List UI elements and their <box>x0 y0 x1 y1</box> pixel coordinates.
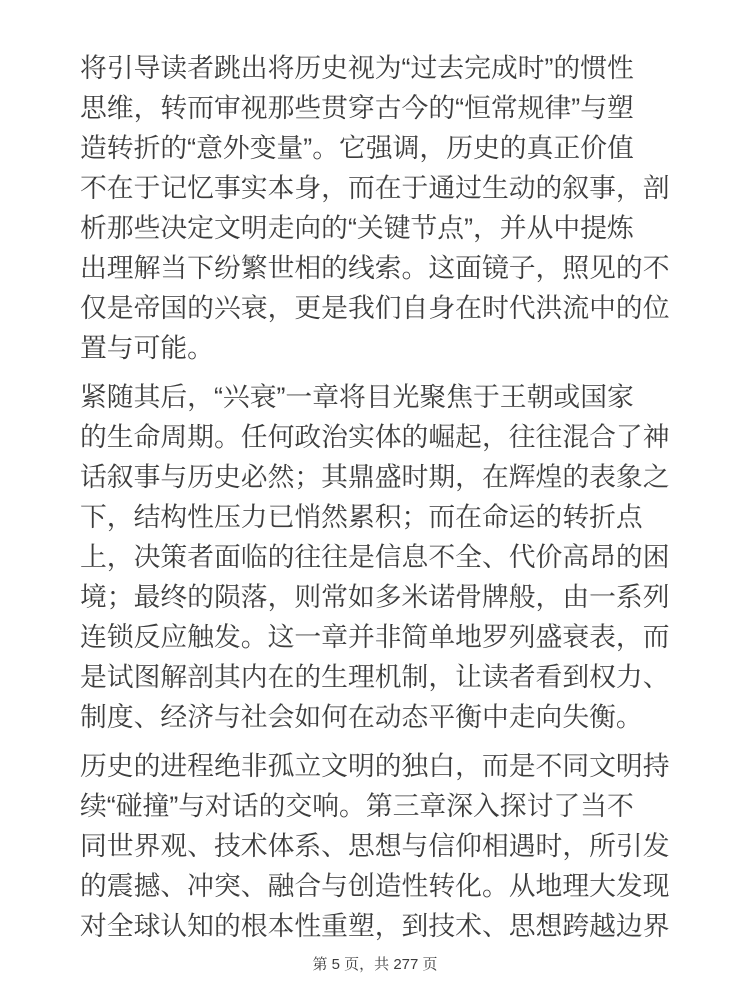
text-line: 是试图解剖其内在的生理机制，让读者看到权力、 <box>80 662 670 692</box>
text-line: 将引导读者跳出将历史视为“过去完成时”的惯性 <box>80 53 634 83</box>
page-footer <box>0 955 750 975</box>
paragraph <box>80 746 750 946</box>
text-line: 连锁反应触发。这一章并非简单地罗列盛衰表，而 <box>80 622 670 652</box>
text-line: 仅是帝国的兴衰，更是我们自身在时代洪流中的位 <box>80 293 670 323</box>
text-line: 的生命周期。任何政治实体的崛起，往往混合了神 <box>80 422 670 452</box>
text-line: 历史的进程绝非孤立文明的独白，而是不同文明持 <box>80 751 670 781</box>
text-line: 对全球认知的根本性重塑，到技术、思想跨越边界 <box>80 911 670 941</box>
text-line: 不在于记忆事实本身，而在于通过生动的叙事，剖 <box>80 173 670 203</box>
paragraph <box>80 377 750 737</box>
text-line: 析那些决定文明走向的“关键节点”，并从中提炼 <box>80 213 634 243</box>
text-line: 同世界观、技术体系、思想与信仰相遇时，所引发 <box>80 831 670 861</box>
text-line: 出理解当下纷繁世相的线索。这面镜子，照见的不 <box>80 253 670 283</box>
text-line: 造转折的“意外变量”。它强调，历史的真正价值 <box>80 133 634 163</box>
text-line: 置与可能。 <box>80 333 214 363</box>
text-line: 上，决策者面临的往往是信息不全、代价高昂的困 <box>80 542 670 572</box>
text-line: 思维，转而审视那些贯穿古今的“恒常规律”与塑 <box>80 93 634 123</box>
page-number-indicator: 第 5 页，共 277 页 <box>312 956 438 973</box>
paragraph <box>80 48 750 368</box>
text-line: 的震撼、冲突、融合与创造性转化。从地理大发现 <box>80 871 670 901</box>
text-line: 制度、经济与社会如何在动态平衡中走向失衡。 <box>80 702 643 732</box>
text-line: 境；最终的陨落，则常如多米诺骨牌般，由一系列 <box>80 582 670 612</box>
text-line: 紧随其后，“兴衰”一章将目光聚焦于王朝或国家 <box>80 382 634 412</box>
text-line: 下，结构性压力已悄然累积；而在命运的转折点 <box>80 502 643 532</box>
text-line: 续“碰撞”与对话的交响。第三章深入探讨了当不 <box>80 791 634 821</box>
text-line: 话叙事与历史必然；其鼎盛时期，在辉煌的表象之 <box>80 462 670 492</box>
